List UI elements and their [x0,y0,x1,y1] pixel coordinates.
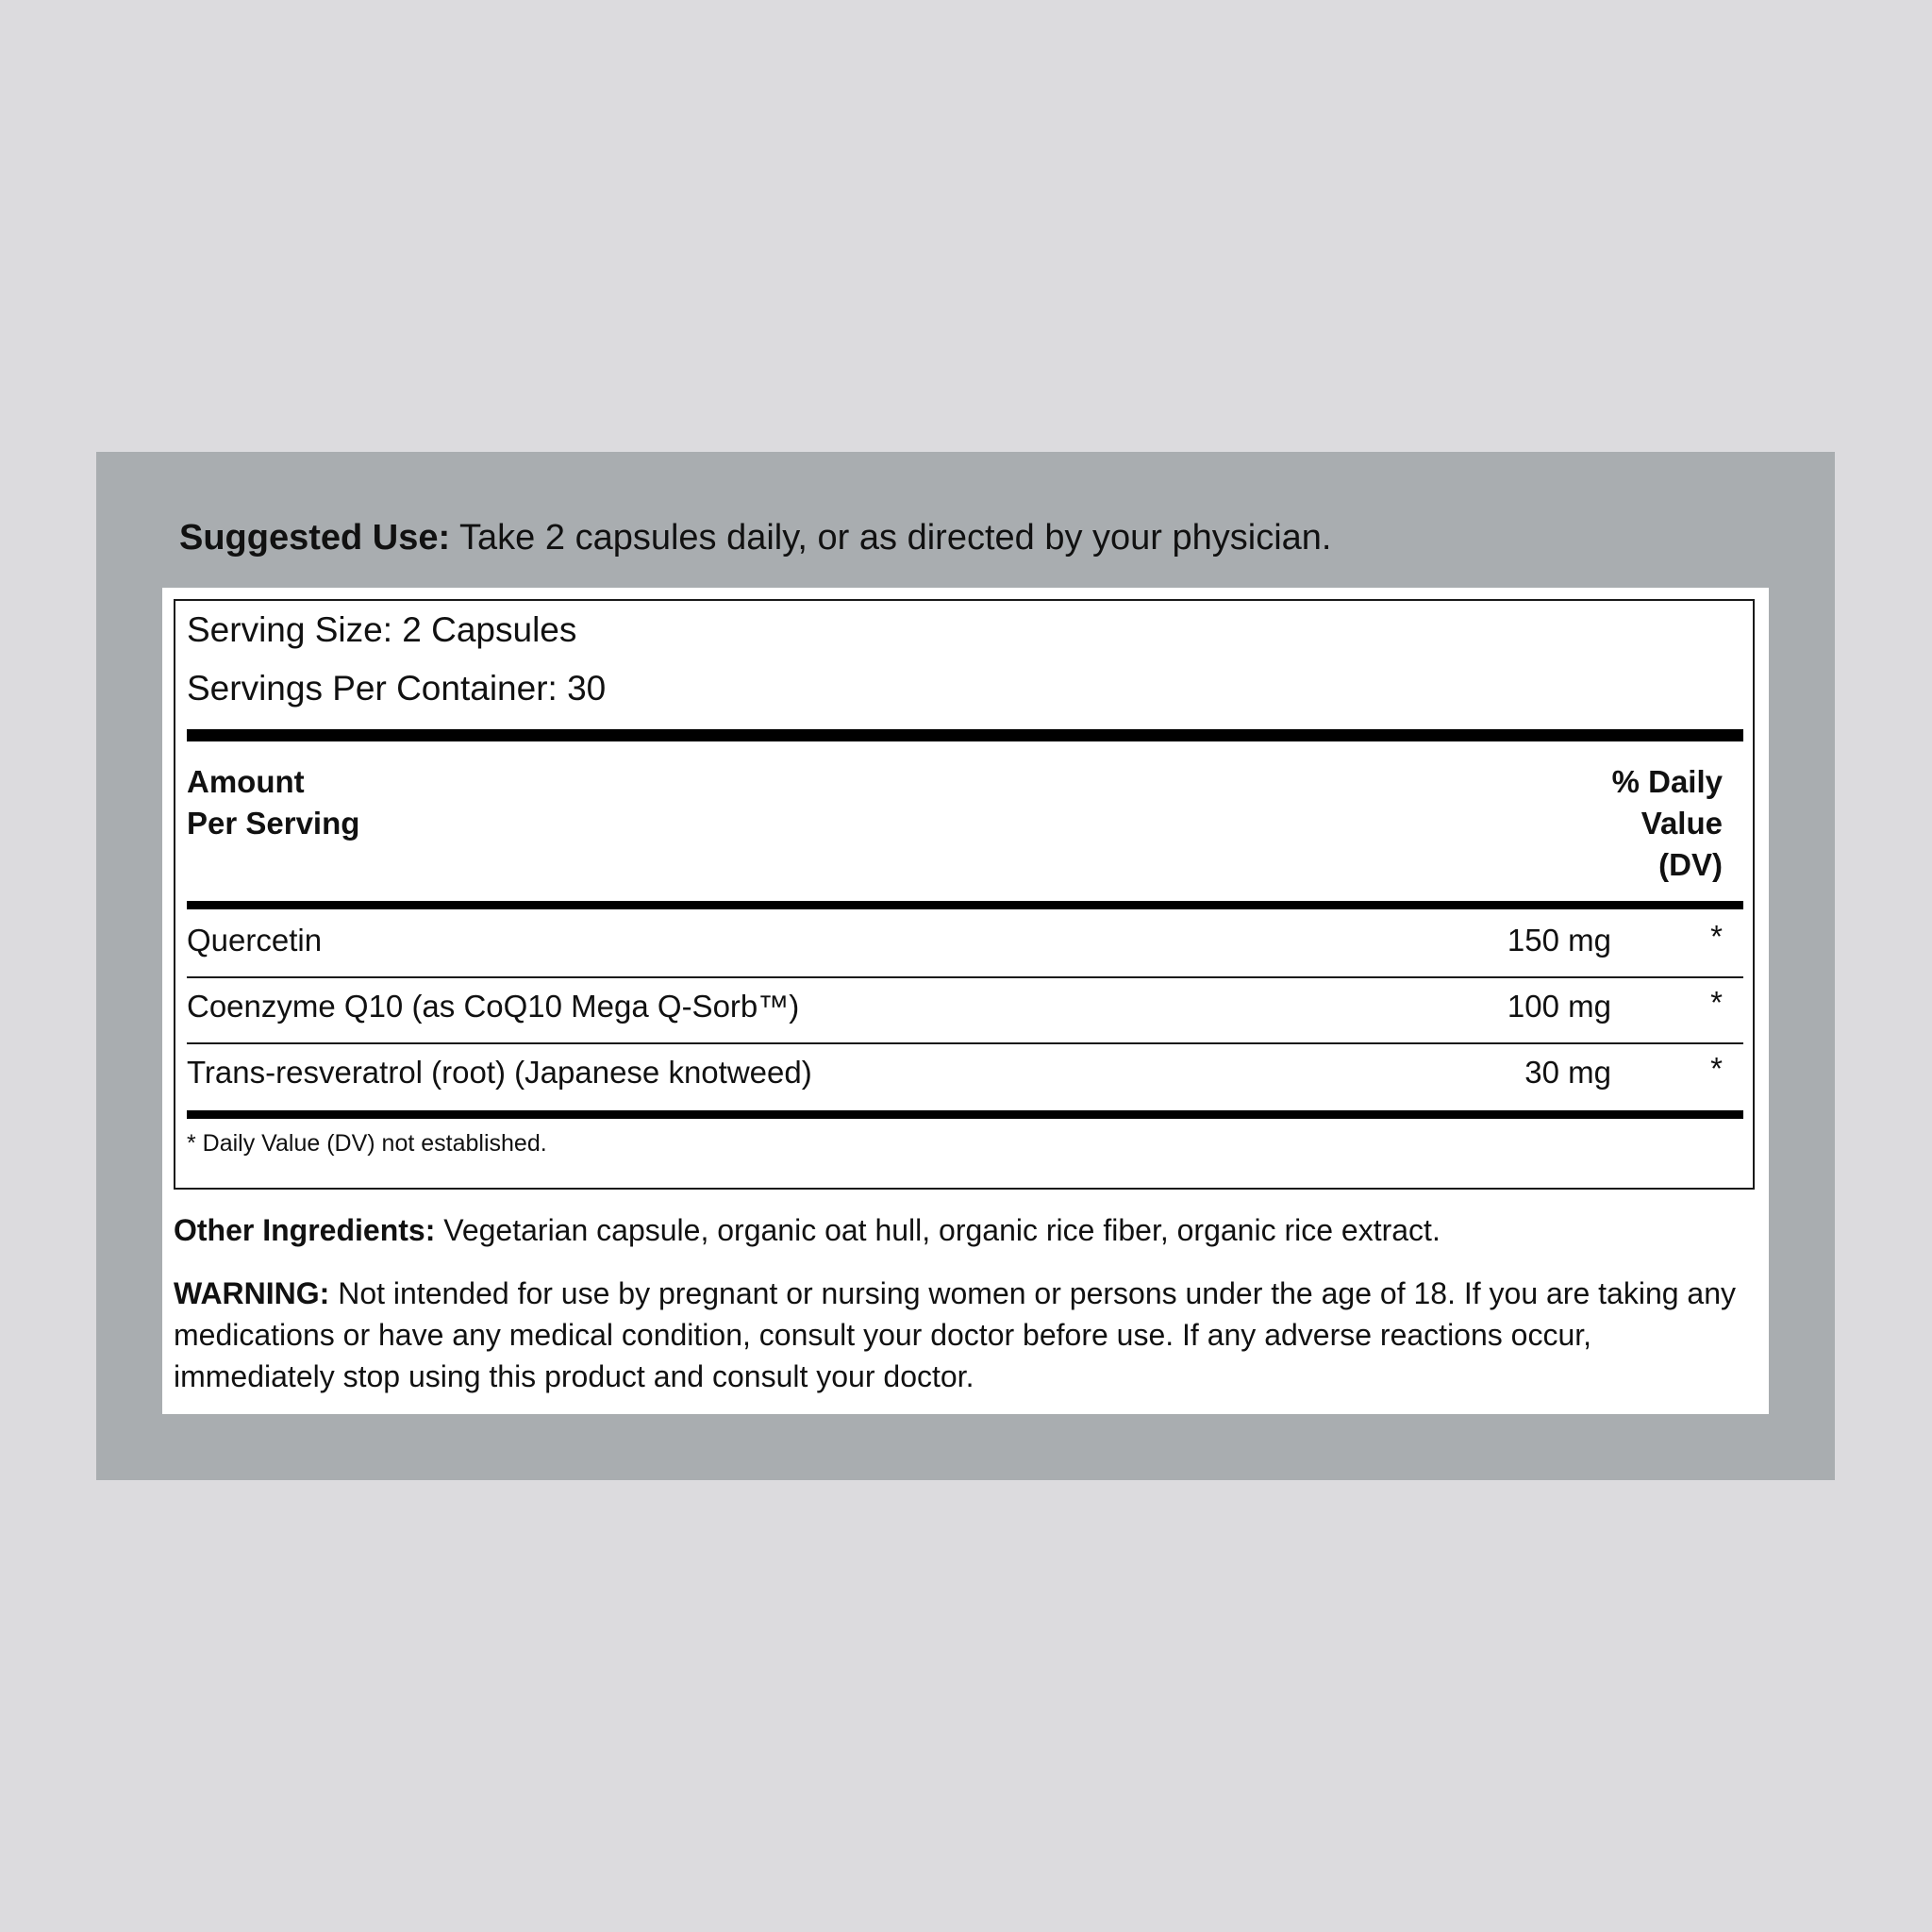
table-row [187,980,1743,1037]
label-panel [96,452,1835,1480]
other-ingredients [174,1208,1758,1252]
warning [174,1273,1758,1397]
table-row [187,914,1743,971]
divider-row [187,976,1743,978]
other-ingredients-text: Vegetarian capsule, organic oat hull, organic rice fiber, organic rice extract. [443,1213,1441,1247]
ingredient-name: Trans-resveratrol (root) (Japanese knotweed) [187,1055,812,1090]
label-card [162,588,1769,1414]
header-daily-value: % Daily Value (DV) [1611,764,1723,882]
ingredient-name: Coenzyme Q10 (as CoQ10 Mega Q-Sorb™) [187,989,800,1024]
ingredient-amount: 150 mg [1507,923,1611,958]
serving-size: Serving Size: 2 Capsules [187,610,577,649]
ingredient-dv: * [1710,1051,1723,1086]
warning-label: WARNING: [174,1276,330,1310]
servings-per-container: Servings Per Container: 30 [187,669,607,708]
ingredient-amount: 30 mg [1524,1055,1611,1090]
suggested-use-text: Take 2 capsules daily, or as directed by your physician. [459,518,1332,558]
ingredient-dv: * [1710,919,1723,954]
daily-value-footnote: * Daily Value (DV) not established. [187,1130,547,1157]
suggested-use-label: Suggested Use: [179,518,451,558]
header-amount-per-serving: Amount Per Serving [187,764,360,841]
divider-thick-top [187,729,1743,741]
other-ingredients-label: Other Ingredients: [174,1213,436,1247]
warning-text: Not intended for use by pregnant or nursing women or persons under the age of 18. If you are taking any medications or have any medical condition, consult your doctor before use. If any adverse reactions occur, immediately stop using this product and consult your doctor. [174,1276,1737,1393]
divider-header [187,901,1743,909]
divider-row [187,1042,1743,1044]
divider-bottom [187,1110,1743,1119]
suggested-use [179,514,1783,561]
table-row [187,1046,1743,1103]
ingredient-amount: 100 mg [1507,989,1611,1024]
ingredient-dv: * [1710,985,1723,1020]
supplement-facts-box [174,599,1755,1190]
ingredient-name: Quercetin [187,923,323,958]
